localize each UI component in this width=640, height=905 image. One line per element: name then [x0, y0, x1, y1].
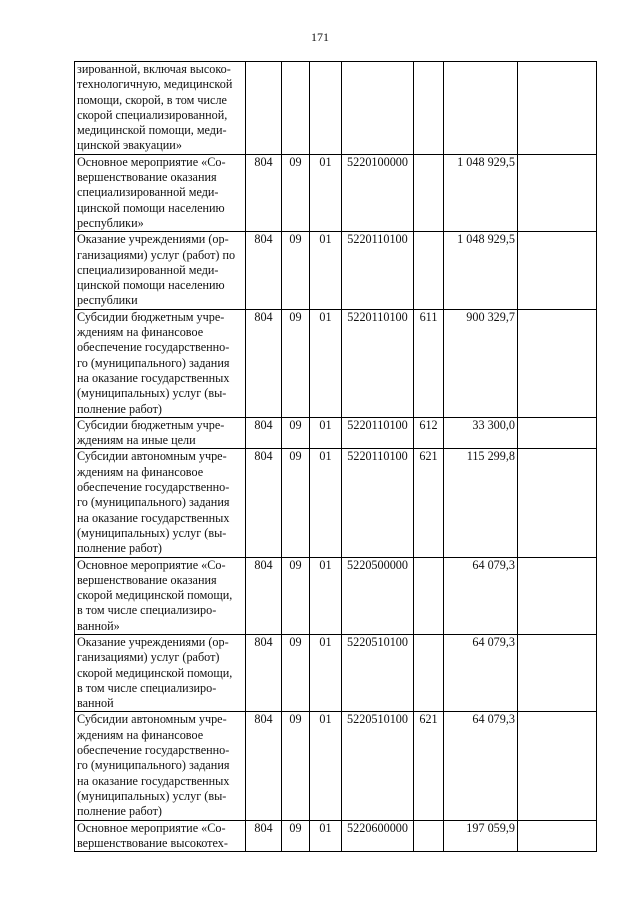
- ved-cell: 804: [246, 309, 282, 417]
- item-name-line: (муниципальных) услуг (вы-: [77, 788, 227, 803]
- table-row: [75, 557, 597, 634]
- table-row: [75, 154, 597, 231]
- item-name-cell: [75, 557, 246, 634]
- csr-cell: 5220110100: [342, 232, 414, 309]
- item-name-line: цинской помощи населению: [77, 200, 225, 215]
- vr-cell: [414, 154, 444, 231]
- extra-cell: [518, 634, 597, 711]
- ved-cell: [246, 62, 282, 155]
- item-name-line: скорой медицинской помощи,: [77, 665, 233, 680]
- item-name-line: обеспечение государственно-: [77, 743, 230, 758]
- item-name-line: в том числе специализиро-: [77, 603, 217, 618]
- extra-cell: [518, 154, 597, 231]
- item-name-line: Основное мероприятие «Со-: [77, 154, 226, 169]
- item-name-line: скорой медицинской помощи,: [77, 588, 233, 603]
- pr-cell: 01: [310, 449, 342, 557]
- item-name-line: го (муниципального) задания: [77, 758, 230, 773]
- item-name-line: Оказание учреждениями (ор-: [77, 634, 229, 649]
- item-name-line: ванной»: [77, 618, 120, 633]
- pr-cell: 01: [310, 309, 342, 417]
- rz-cell: 09: [282, 634, 310, 711]
- item-name-line: Субсидии автономным учре-: [77, 712, 227, 727]
- ved-cell: 804: [246, 449, 282, 557]
- sum-cell: 900 329,7: [444, 309, 518, 417]
- item-name-line: вершенствование оказания: [77, 572, 217, 587]
- item-name-line: полнение работ): [77, 541, 162, 556]
- vr-cell: [414, 820, 444, 852]
- sum-cell: 64 079,3: [444, 634, 518, 711]
- table-row: [75, 232, 597, 309]
- ved-cell: 804: [246, 154, 282, 231]
- ved-cell: 804: [246, 417, 282, 449]
- extra-cell: [518, 449, 597, 557]
- extra-cell: [518, 232, 597, 309]
- pr-cell: 01: [310, 232, 342, 309]
- extra-cell: [518, 62, 597, 155]
- budget-table-body: [75, 62, 597, 852]
- table-row: [75, 309, 597, 417]
- item-name-cell: [75, 309, 246, 417]
- sum-cell: 1 048 929,5: [444, 154, 518, 231]
- rz-cell: 09: [282, 712, 310, 820]
- item-name-line: ждениям на финансовое: [77, 727, 204, 742]
- item-name-cell: [75, 232, 246, 309]
- item-name-cell: [75, 62, 246, 155]
- rz-cell: 09: [282, 154, 310, 231]
- pr-cell: 01: [310, 634, 342, 711]
- extra-cell: [518, 557, 597, 634]
- item-name-line: ганизациями) услуг (работ): [77, 650, 220, 665]
- item-name-line: Основное мероприятие «Со-: [77, 557, 226, 572]
- sum-cell: 64 079,3: [444, 712, 518, 820]
- sum-cell: 33 300,0: [444, 417, 518, 449]
- vr-cell: 611: [414, 309, 444, 417]
- rz-cell: 09: [282, 309, 310, 417]
- item-name-line: Оказание учреждениями (ор-: [77, 232, 229, 247]
- item-name-line: специализированной меди-: [77, 185, 219, 200]
- ved-cell: 804: [246, 820, 282, 852]
- table-row: [75, 62, 597, 155]
- sum-cell: 1 048 929,5: [444, 232, 518, 309]
- rz-cell: 09: [282, 820, 310, 852]
- ved-cell: 804: [246, 712, 282, 820]
- item-name-line: (муниципальных) услуг (вы-: [77, 386, 227, 401]
- item-name-cell: [75, 154, 246, 231]
- pr-cell: 01: [310, 154, 342, 231]
- pr-cell: 01: [310, 557, 342, 634]
- item-name-line: на оказание государственных: [77, 370, 230, 385]
- csr-cell: 5220510100: [342, 712, 414, 820]
- item-name-cell: [75, 634, 246, 711]
- item-name-cell: [75, 712, 246, 820]
- pr-cell: 01: [310, 417, 342, 449]
- vr-cell: [414, 232, 444, 309]
- sum-cell: 115 299,8: [444, 449, 518, 557]
- csr-cell: 5220500000: [342, 557, 414, 634]
- item-name-line: Субсидии автономным учре-: [77, 449, 227, 464]
- rz-cell: 09: [282, 417, 310, 449]
- item-name-line: ганизациями) услуг (работ) по: [77, 247, 236, 262]
- ved-cell: 804: [246, 634, 282, 711]
- table-row: [75, 449, 597, 557]
- extra-cell: [518, 820, 597, 852]
- sum-cell: 197 059,9: [444, 820, 518, 852]
- item-name-line: технологичную, медицинской: [77, 77, 233, 92]
- csr-cell: 5220100000: [342, 154, 414, 231]
- item-name-line: цинской помощи населению: [77, 278, 225, 293]
- pr-cell: [310, 62, 342, 155]
- table-row: [75, 634, 597, 711]
- item-name-line: ванной: [77, 696, 114, 711]
- item-name-line: Субсидии бюджетным учре-: [77, 309, 225, 324]
- ved-cell: 804: [246, 232, 282, 309]
- item-name-line: ждениям на иные цели: [77, 433, 196, 448]
- csr-cell: 5220600000: [342, 820, 414, 852]
- item-name-line: Субсидии бюджетным учре-: [77, 417, 225, 432]
- item-name-line: медицинской помощи, меди-: [77, 123, 227, 138]
- item-name-line: ждениям на финансовое: [77, 464, 204, 479]
- sum-cell: [444, 62, 518, 155]
- pr-cell: 01: [310, 820, 342, 852]
- item-name-cell: [75, 820, 246, 852]
- vr-cell: [414, 62, 444, 155]
- item-name-line: полнение работ): [77, 401, 162, 416]
- item-name-cell: [75, 449, 246, 557]
- item-name-line: вершенствование высокотех-: [77, 835, 228, 850]
- item-name-line: на оказание государственных: [77, 773, 230, 788]
- item-name-line: ждениям на финансовое: [77, 325, 204, 340]
- csr-cell: 5220510100: [342, 634, 414, 711]
- vr-cell: 621: [414, 449, 444, 557]
- item-name-line: специализированной меди-: [77, 262, 219, 277]
- vr-cell: [414, 634, 444, 711]
- item-name-line: республики»: [77, 215, 144, 230]
- item-name-cell: [75, 417, 246, 449]
- extra-cell: [518, 417, 597, 449]
- table-row: [75, 820, 597, 852]
- item-name-line: на оказание государственных: [77, 510, 230, 525]
- vr-cell: 621: [414, 712, 444, 820]
- csr-cell: 5220110100: [342, 417, 414, 449]
- budget-table: [74, 61, 597, 852]
- item-name-line: в том числе специализиро-: [77, 680, 217, 695]
- item-name-line: вершенствование оказания: [77, 170, 217, 185]
- item-name-line: скорой специализированной,: [77, 107, 228, 122]
- item-name-line: цинской эвакуации»: [77, 138, 182, 153]
- item-name-line: го (муниципального) задания: [77, 355, 230, 370]
- item-name-line: помощи, скорой, в том числе: [77, 92, 227, 107]
- item-name-line: обеспечение государственно-: [77, 480, 230, 495]
- table-row: [75, 712, 597, 820]
- vr-cell: [414, 557, 444, 634]
- item-name-line: республики: [77, 293, 138, 308]
- item-name-line: Основное мероприятие «Со-: [77, 820, 226, 835]
- item-name-line: зированной, включая высоко-: [77, 62, 231, 76]
- item-name-line: обеспечение государственно-: [77, 340, 230, 355]
- csr-cell: 5220110100: [342, 309, 414, 417]
- rz-cell: [282, 62, 310, 155]
- item-name-line: го (муниципального) задания: [77, 495, 230, 510]
- page-number: 171: [311, 30, 329, 44]
- item-name-line: (муниципальных) услуг (вы-: [77, 525, 227, 540]
- csr-cell: [342, 62, 414, 155]
- extra-cell: [518, 309, 597, 417]
- ved-cell: 804: [246, 557, 282, 634]
- vr-cell: 612: [414, 417, 444, 449]
- rz-cell: 09: [282, 557, 310, 634]
- rz-cell: 09: [282, 449, 310, 557]
- rz-cell: 09: [282, 232, 310, 309]
- sum-cell: 64 079,3: [444, 557, 518, 634]
- extra-cell: [518, 712, 597, 820]
- item-name-line: полнение работ): [77, 804, 162, 819]
- pr-cell: 01: [310, 712, 342, 820]
- csr-cell: 5220110100: [342, 449, 414, 557]
- table-row: [75, 417, 597, 449]
